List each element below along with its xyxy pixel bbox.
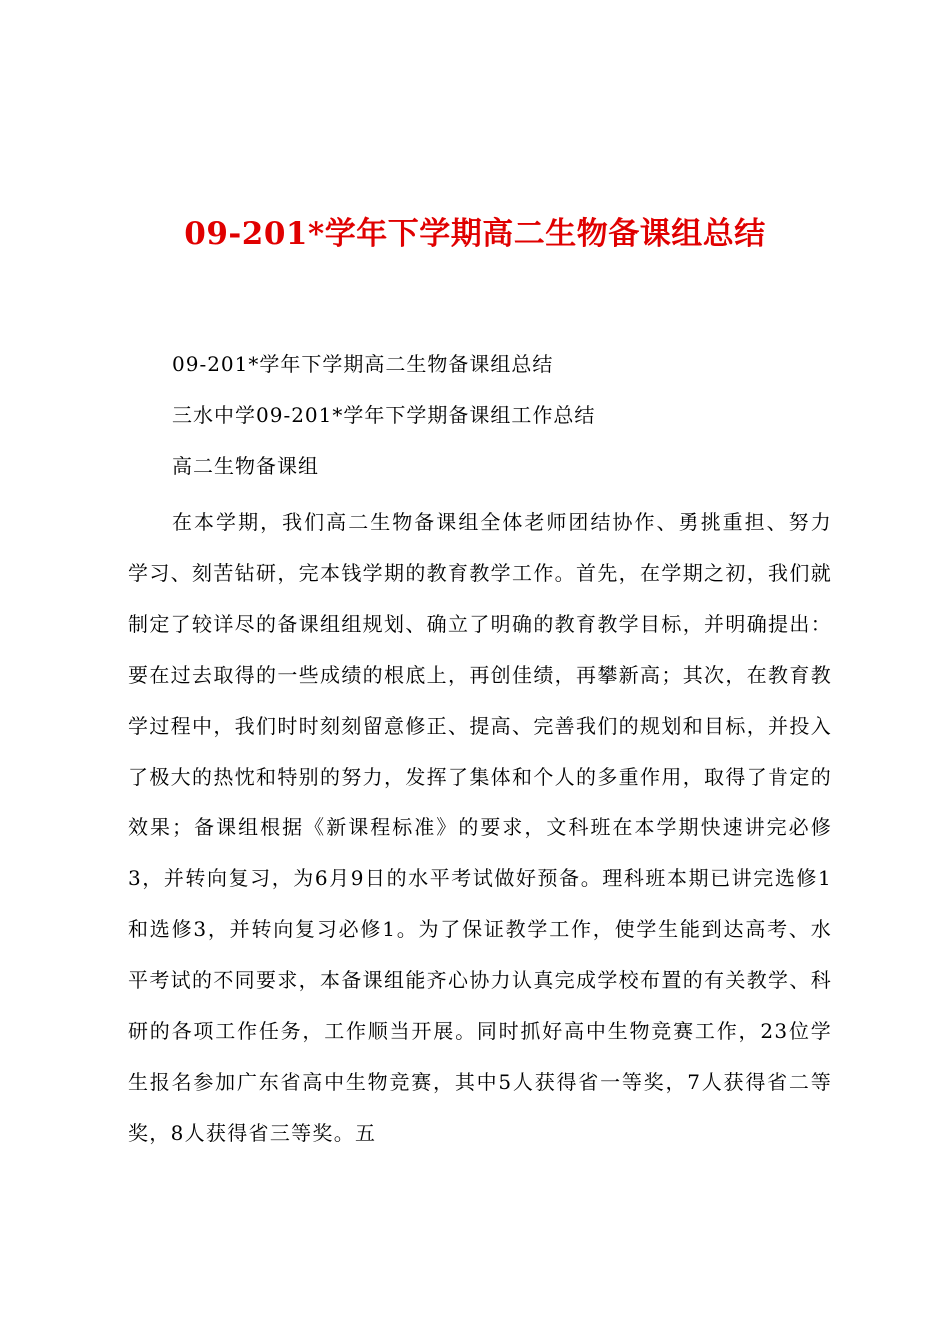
subtitle-line: 三水中学09-201*学年下学期备课组工作总结 <box>172 403 596 427</box>
document-title: 09-201*学年下学期高二生物备课组总结 <box>184 216 766 252</box>
group-line: 高二生物备课组 <box>172 454 319 478</box>
body-paragraph: 在本学期，我们高二生物备课组全体老师团结协作、勇挑重担、努力学习、刻苦钻研，完本钱学期的教育教学工作。首先，在学期之初，我们就制定了较详尽的备课组组规划、确立了明确的教育教学目标，并明确提出：要在过去取得的一些成绩的根底上，再创佳绩，再攀新高；其次，在教育教学过程中，我们时时刻刻留意修正、提高、完善我们的规划和目标，并投入了极大的热忱和特别的努力，发挥了集体和个人的多重作用，取得了肯定的效果；备课组根据《新课程标准》的要求，文科班在本学期快速讲完必修3，并转向复习，为6月9日的水平考试做好预备。理科班本期已讲完选修1和选修3，并转向复习必修1。为了保证教学工作，使学生能到达高考、水平考试的不同要求，本备课组能齐心协力认真完成学校布置的有关教学、科研的各项工作任务，工作顺当开展。同时抓好高中生物竞赛工作，23位学生报名参加广东省高中生物竞赛，其中5人获得省一等奖，7人获得省二等奖，8人获得省三等奖。五 <box>128 510 832 1145</box>
heading-line: 09-201*学年下学期高二生物备课组总结 <box>172 352 554 376</box>
